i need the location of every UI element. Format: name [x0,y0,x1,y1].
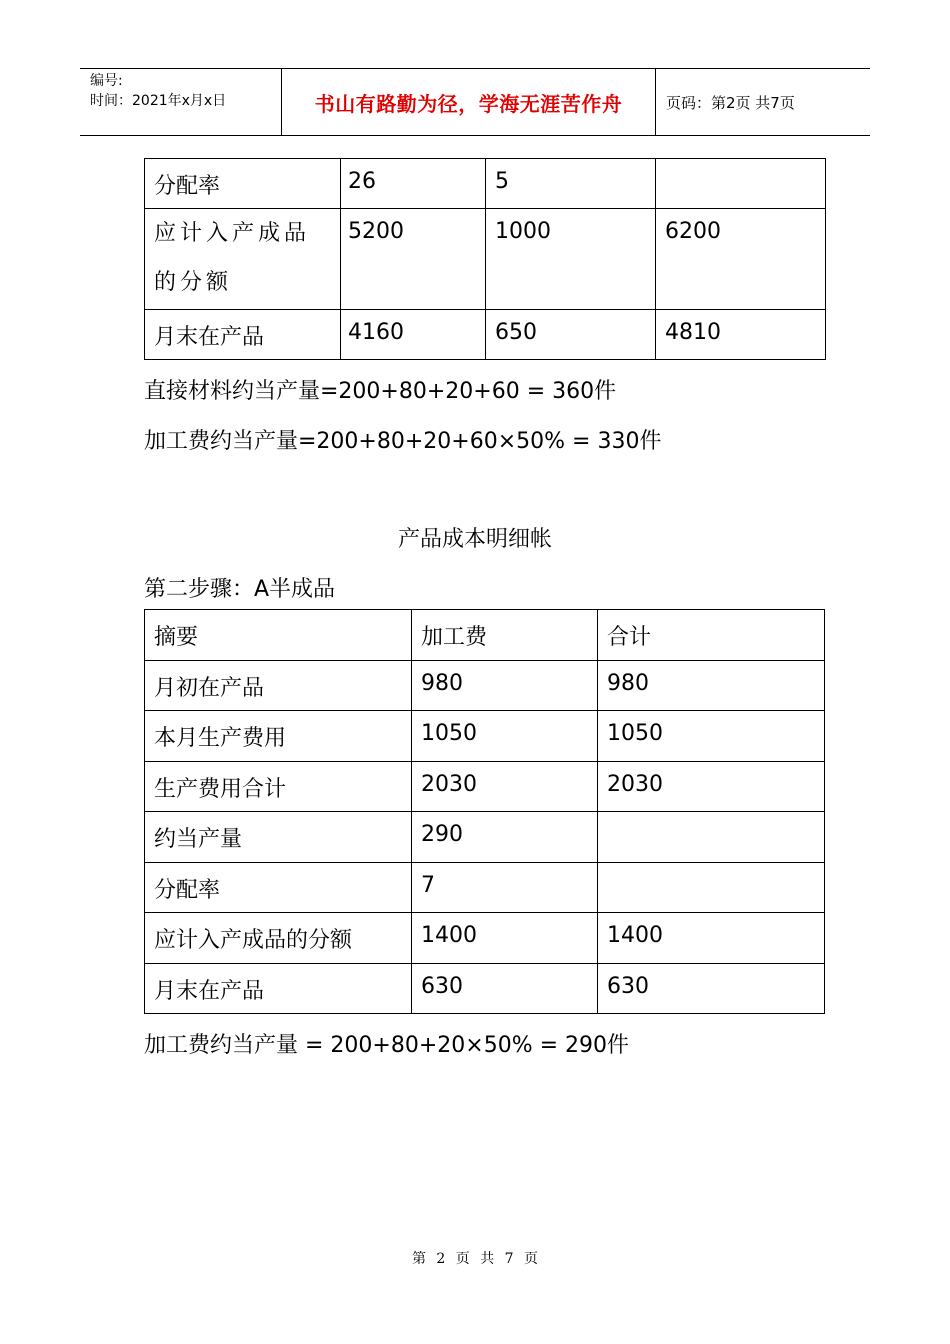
table-cell [145,209,341,310]
table-cell: 1050 [412,711,598,762]
document-time-label: 时间：2021年x月x日 [90,93,227,109]
table-cell: 生产费用合计 [145,761,412,812]
table-header-row [145,610,825,661]
table-row [145,660,825,711]
processing-equivalent-note: 加工费约当产量=200+80+20+60×50% = 330件 [144,429,662,454]
section-title: 产品成本明细帐 [397,527,552,552]
table-cell: 1400 [598,913,825,964]
header-motto-cell [282,69,656,135]
page-header [80,68,870,136]
table-cell: 1000 [486,209,656,310]
table-cell: 分配率 [145,159,341,209]
column-header: 摘要 [145,610,412,661]
table-row [145,761,825,812]
table-cell [598,862,825,913]
table-row [145,812,825,863]
table-cell: 290 [412,812,598,863]
table-cell: 2030 [412,761,598,812]
table-cell: 26 [341,159,486,209]
table-cell: 5200 [341,209,486,310]
allocation-table-step1 [144,158,826,360]
table-row [145,963,825,1014]
table-row [145,159,826,209]
table-cell: 4810 [656,310,826,360]
step-heading: 第二步骤：A半成品 [144,577,336,602]
table-cell: 980 [598,660,825,711]
table-row [145,913,825,964]
table-cell: 本月生产费用 [145,711,412,762]
table-cell: 月末在产品 [145,963,412,1014]
table-cell: 630 [412,963,598,1014]
cost-detail-table-step2 [144,609,825,1014]
header-meta [80,69,282,135]
table-cell: 6200 [656,209,826,310]
table-cell: 应计入产成品的分额 [145,913,412,964]
column-header: 加工费 [412,610,598,661]
table-row [145,209,826,310]
material-equivalent-note: 直接材料约当产量=200+80+20+60 = 360件 [144,379,617,404]
table-cell: 630 [598,963,825,1014]
header-page-info [656,69,870,135]
table-cell: 约当产量 [145,812,412,863]
table-cell: 2030 [598,761,825,812]
table-cell-text: 应计入产成品的分额 [154,221,311,295]
table-row [145,862,825,913]
table-cell: 650 [486,310,656,360]
table-row [145,310,826,360]
table-cell: 1400 [412,913,598,964]
column-header: 合计 [598,610,825,661]
table-cell: 4160 [341,310,486,360]
processing-equivalent-note-step2: 加工费约当产量 = 200+80+20×50% = 290件 [144,1033,630,1058]
table-cell: 5 [486,159,656,209]
table-cell [598,812,825,863]
table-row [145,711,825,762]
table-cell: 980 [412,660,598,711]
header-page-number: 页码：第2页 共7页 [666,93,795,112]
table-cell [656,159,826,209]
table-cell: 1050 [598,711,825,762]
document-number-label: 编号: [90,73,123,89]
table-cell: 月末在产品 [145,310,341,360]
table-cell: 分配率 [145,862,412,913]
header-motto: 书山有路勤为径，学海无涯苦作舟 [314,91,623,116]
table-cell: 7 [412,862,598,913]
page-footer: 第 2 页 共 7 页 [411,1251,539,1267]
table-cell: 月初在产品 [145,660,412,711]
